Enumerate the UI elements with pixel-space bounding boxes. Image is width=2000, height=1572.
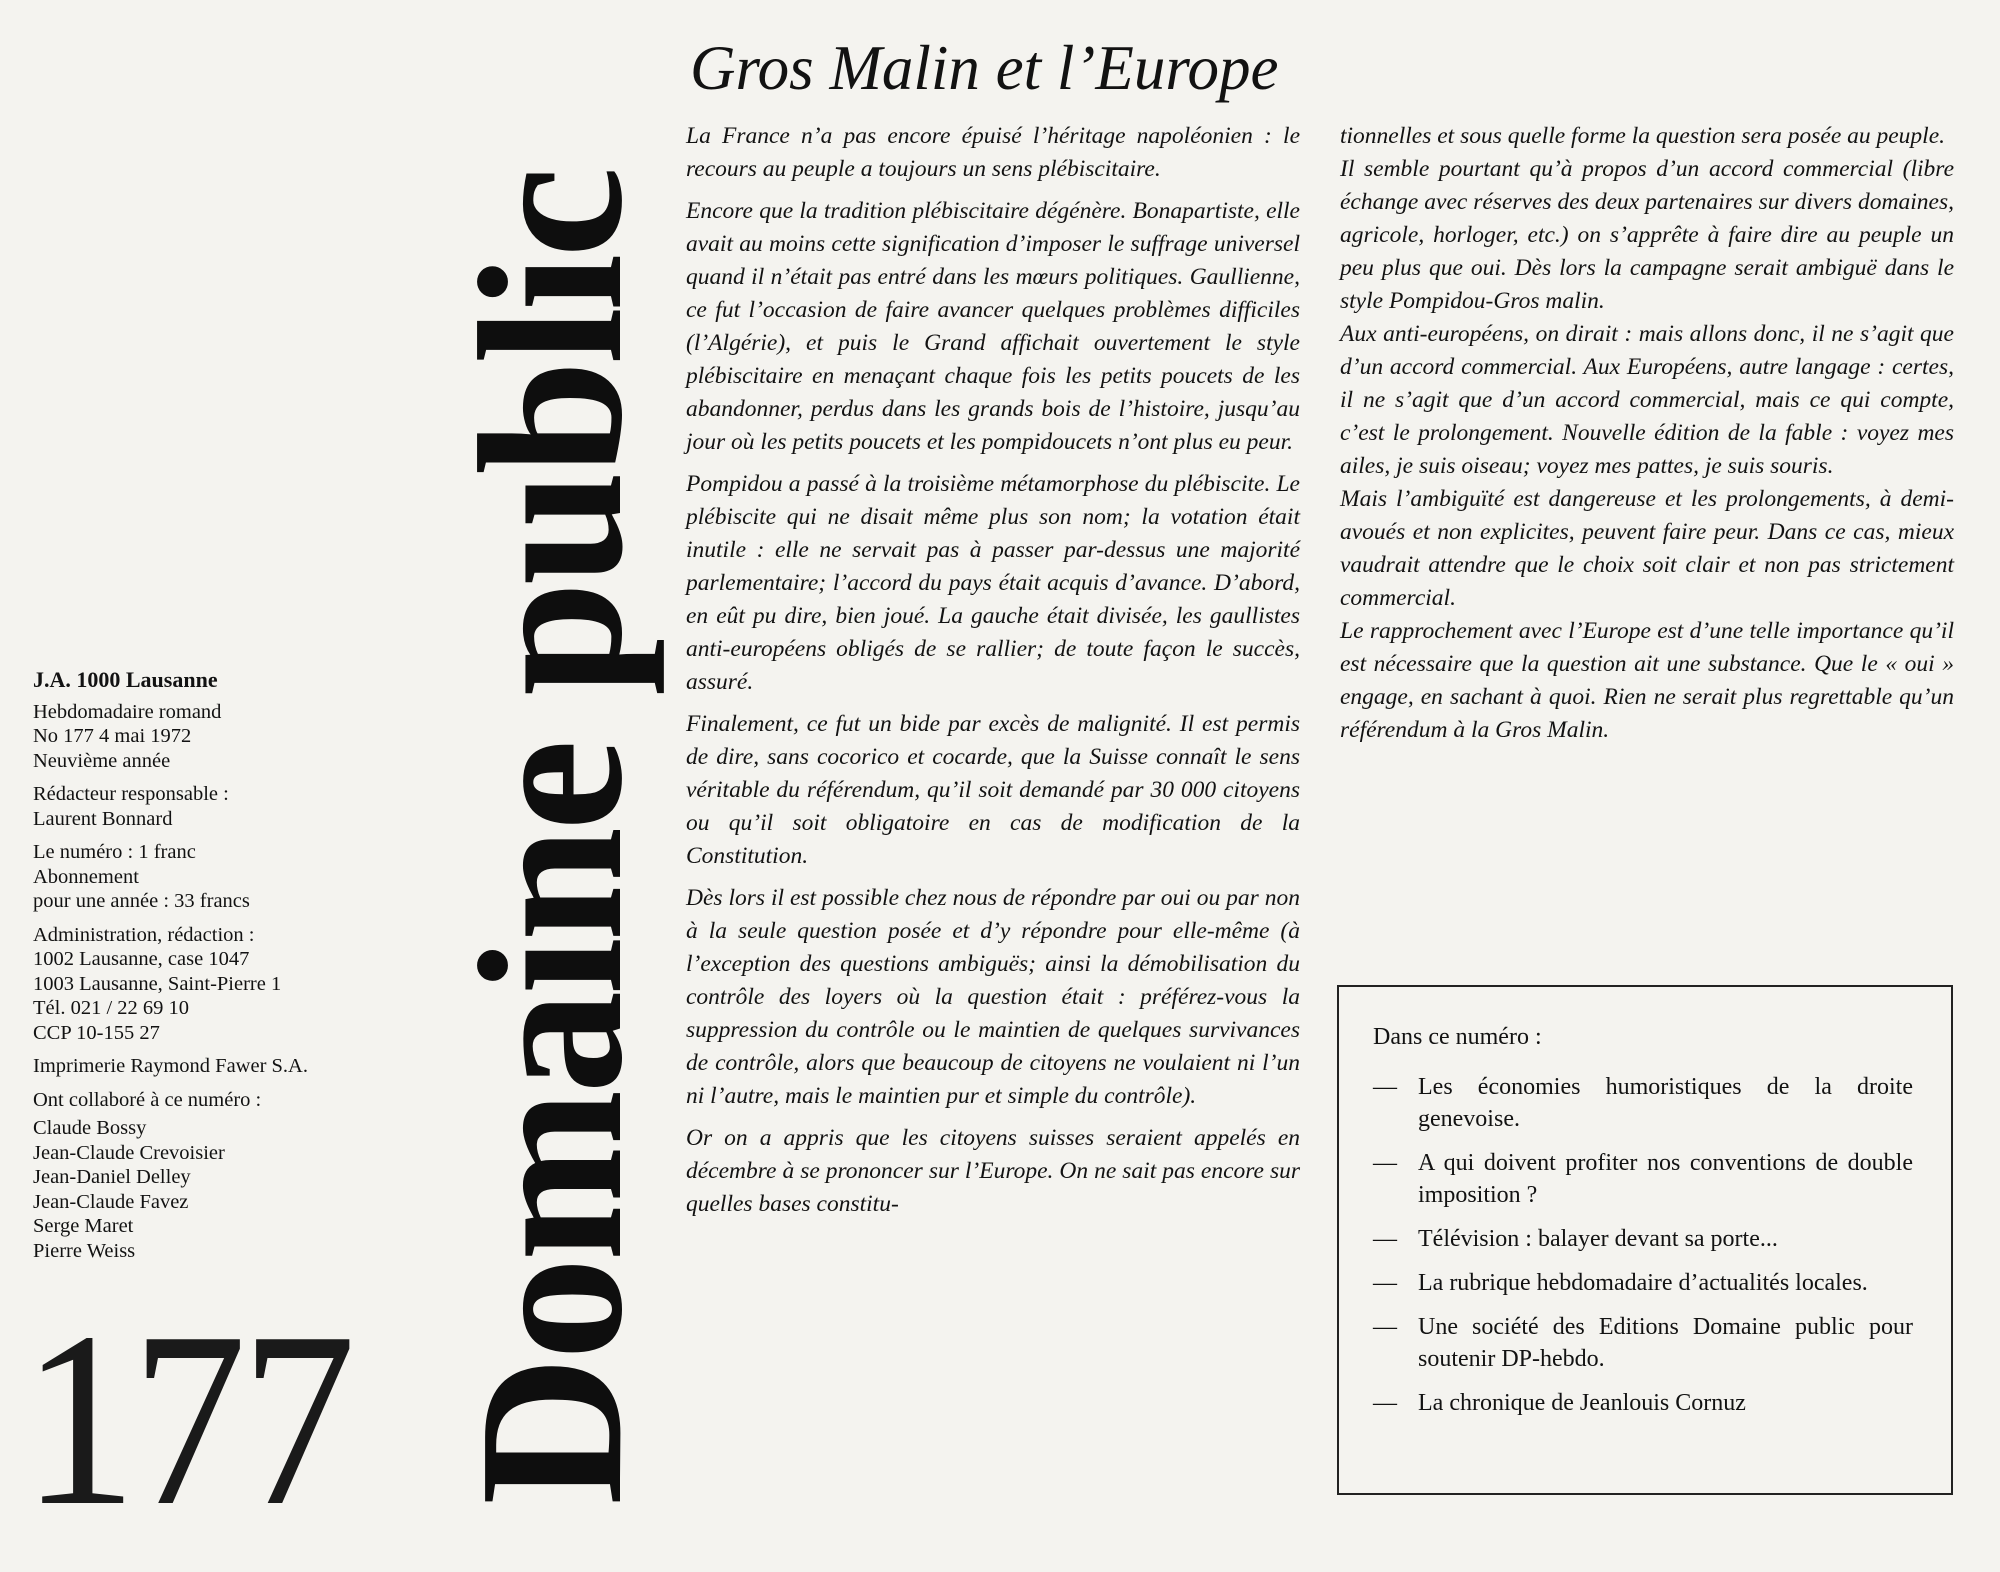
contents-title: Dans ce numéro : xyxy=(1373,1024,1542,1050)
contributor: Jean-Claude Favez xyxy=(33,1190,189,1213)
imprint-block xyxy=(33,668,393,1272)
price-single: Le numéro : 1 franc xyxy=(33,841,196,863)
dash-marker: — xyxy=(1373,1314,1397,1340)
publication-year: Neuvième année xyxy=(33,749,171,772)
postal-code-line: J.A. 1000 Lausanne xyxy=(33,667,218,692)
contributor: Jean-Daniel Delley xyxy=(33,1166,191,1188)
contents-item-text: A qui doivent profiter nos conventions de double imposition ? xyxy=(1418,1150,1913,1208)
dash-marker: — xyxy=(1373,1270,1397,1296)
contents-item-text: Une société des Editions Domaine public pour soutenir DP-hebdo. xyxy=(1418,1314,1913,1372)
contents-item-text: La chronique de Jeanlouis Cornuz xyxy=(1418,1390,1746,1416)
contributors xyxy=(33,1088,393,1264)
publication-info xyxy=(33,700,393,774)
contents-item xyxy=(1373,1223,1913,1255)
issue-date: No 177 4 mai 1972 xyxy=(33,725,192,747)
dash-marker: — xyxy=(1373,1390,1397,1416)
contents-item-text: Les économies humoristiques de la droite genevoise. xyxy=(1418,1074,1913,1132)
article-paragraph: Or on a appris que les citoyens suisses seraient appelés en décembre à se prononcer sur l’Europe. On ne sait pas encore sur quelles bases constitu- xyxy=(686,1125,1300,1217)
admin-address-1: 1002 Lausanne, case 1047 xyxy=(33,948,250,970)
contents-item xyxy=(1373,1311,1913,1375)
contributor: Pierre Weiss xyxy=(33,1239,136,1262)
admin-label: Administration, rédaction : xyxy=(33,923,255,946)
editor-info xyxy=(33,782,393,831)
article-column-2 xyxy=(1340,120,1954,747)
printer-name: Imprimerie Raymond Fawer S.A. xyxy=(33,1055,308,1077)
contents-item xyxy=(1373,1387,1913,1419)
contributor: Jean-Claude Crevoisier xyxy=(33,1141,225,1164)
contents-item xyxy=(1373,1071,1913,1135)
article-paragraph: tionnelles et sous quelle forme la question sera posée au peuple. xyxy=(1340,123,1946,149)
contents-item-text: Télévision : balayer devant sa porte... xyxy=(1418,1226,1778,1252)
masthead-title: Domaine public xyxy=(436,170,665,1505)
publication-type: Hebdomadaire romand xyxy=(33,700,222,723)
article-column-1 xyxy=(686,120,1300,1230)
article-paragraph: La France n’a pas encore épuisé l’héritage napoléonien : le recours au peuple a toujours un sens plébiscitaire. xyxy=(686,123,1300,182)
subscription-price: pour une année : 33 francs xyxy=(33,890,250,912)
printer-info xyxy=(33,1054,393,1079)
dash-marker: — xyxy=(1373,1150,1397,1176)
article-paragraph: Aux anti-européens, on dirait : mais allons donc, il ne s’agit que d’un accord commercial. Aux Européens, autre langage : certes, il ne s’agit que d’un accord commercial, mais ce qui compte, c’est le prolongement. Nouvelle édition de la fable : voyez mes ailes, je suis oiseau; voyez mes pattes, je suis souris. xyxy=(1340,321,1954,479)
admin-address-2: 1003 Lausanne, Saint-Pierre 1 xyxy=(33,972,282,995)
contributor: Claude Bossy xyxy=(33,1117,147,1139)
article-paragraph: Finalement, ce fut un bide par excès de malignité. Il est permis de dire, sans cocorico et cocarde, que la Suisse connaît le sens véritable du référendum, qu’il soit demandé par 30 000 citoyens ou qu’il soit obligatoire en cas de modification de la Constitution. xyxy=(686,711,1300,869)
admin-ccp: CCP 10-155 27 xyxy=(33,1021,160,1044)
article-paragraph: Il semble pourtant qu’à propos d’un accord commercial (libre échange avec réserves des deux partenaires sur divers domaines, agricole, horloger, etc.) on s’apprête à faire dire au peuple un peu plus que oui. Dès lors la campagne serait ambiguë dans le style Pompidou-Gros malin. xyxy=(1340,156,1954,314)
contributor: Serge Maret xyxy=(33,1215,134,1237)
contributors-label: Ont collaboré à ce numéro : xyxy=(33,1088,262,1111)
admin-info xyxy=(33,923,393,1046)
contents-item xyxy=(1373,1267,1913,1299)
price-info xyxy=(33,840,393,914)
article-paragraph: Mais l’ambiguïté est dangereuse et les prolongements, à demi-avoués et non explicites, peuvent faire peur. Dans ce cas, mieux vaudrait attendre que le choix soit clair et non pas strictement commercial. xyxy=(1340,486,1954,611)
editor-label: Rédacteur responsable : xyxy=(33,783,229,805)
contents-list xyxy=(1373,1071,1913,1419)
dash-marker: — xyxy=(1373,1074,1397,1100)
article-paragraph: Encore que la tradition plébiscitaire dégénère. Bonapartiste, elle avait au moins cette signification d’imposer le suffrage universel quand il n’était pas entré dans les mœurs politiques. Gaullienne, ce fut l’occasion de faire avancer quelques problèmes difficiles (l’Algérie), et puis le Grand affichait ouvertement le style plébiscitaire en menaçant chaque fois les petits poucets de les abandonner, perdus dans les grands bois de l’histoire, jusqu’au jour où les petits poucets et les pompidoucets n’ont plus eu peur. xyxy=(686,198,1300,455)
contents-item xyxy=(1373,1147,1913,1211)
issue-number: 177 xyxy=(22,1281,351,1558)
article-paragraph: Pompidou a passé à la troisième métamorphose du plébiscite. Le plébiscite qui ne disait même plus son nom; la votation était inutile : elle ne servait pas à passer par-dessus une majorité parlementaire; l’accord du pays était acquis d’avance. D’abord, en eût pu dire, bien joué. La gauche était divisée, les gaullistes anti-européens obligés de se rallier; de toute façon le succès, assuré. xyxy=(686,471,1300,695)
article-title: Gros Malin et l’Europe xyxy=(690,33,1279,103)
editor-name: Laurent Bonnard xyxy=(33,807,173,830)
article-paragraph: Le rapprochement avec l’Europe est d’une telle importance qu’il est nécessaire que la question ait une substance. Que le « oui » engage, en sachant à quoi. Rien ne serait plus regrettable qu’un référendum à la Gros Malin. xyxy=(1340,618,1954,743)
subscription-label: Abonnement xyxy=(33,865,139,888)
article-paragraph: Dès lors il est possible chez nous de répondre par oui ou par non à la seule question posée et d’y répondre pour elle-même (à l’exception des questions ambiguës; ainsi la démobilisation du contrôle des loyers où la question était : préférez-vous la suppression du contrôle ou le maintien de quelques survivances de contrôle, alors que beaucoup de citoyens ne voulaient ni l’un ni l’autre, mais le maintien pur et simple du contrôle). xyxy=(686,885,1300,1109)
contents-item-text: La rubrique hebdomadaire d’actualités locales. xyxy=(1418,1270,1868,1296)
dash-marker: — xyxy=(1373,1226,1397,1252)
admin-phone: Tél. 021 / 22 69 10 xyxy=(33,997,190,1019)
contents-box xyxy=(1337,985,1953,1495)
